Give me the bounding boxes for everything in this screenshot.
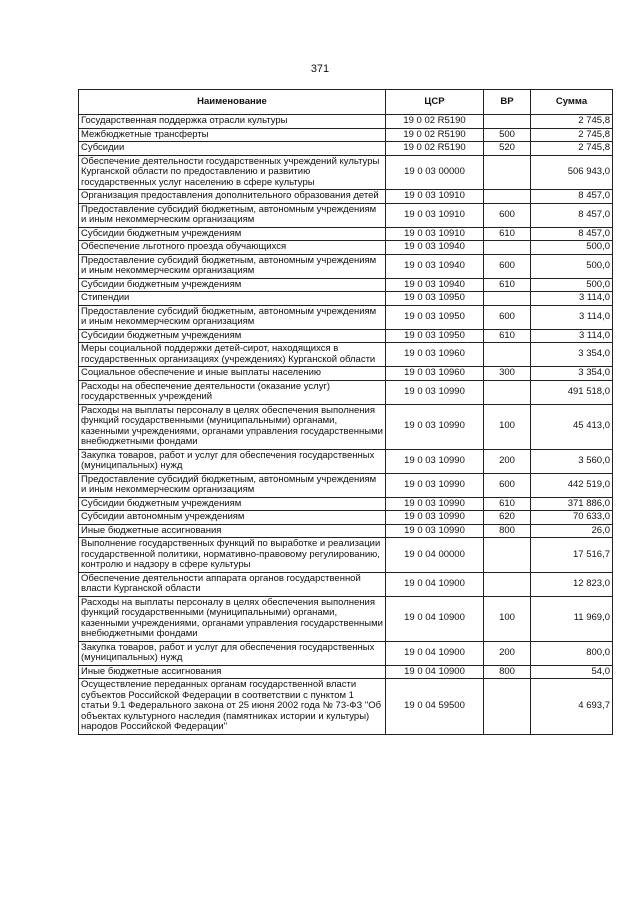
table-row [79, 449, 613, 473]
cell-csr: 19 0 03 10990 [386, 524, 484, 538]
table-row [79, 343, 613, 367]
cell-csr: 19 0 03 10990 [386, 497, 484, 511]
cell-vr: 600 [484, 473, 531, 497]
cell-vr [484, 572, 531, 596]
cell-csr: 19 0 03 10960 [386, 367, 484, 381]
column-header-csr: ЦСР [386, 90, 484, 115]
cell-csr: 19 0 03 10990 [386, 380, 484, 404]
cell-csr: 19 0 03 10940 [386, 241, 484, 255]
table-row [79, 497, 613, 511]
cell-vr [484, 380, 531, 404]
cell-sum: 3 354,0 [531, 343, 613, 367]
cell-name: Иные бюджетные ассигнования [79, 665, 386, 679]
cell-sum: 4 693,7 [531, 679, 613, 735]
cell-csr: 19 0 02 R5190 [386, 142, 484, 156]
column-header-name: Наименование [79, 90, 386, 115]
cell-vr: 500 [484, 128, 531, 142]
cell-vr: 600 [484, 305, 531, 329]
column-header-sum: Сумма [531, 90, 613, 115]
budget-table [78, 89, 613, 735]
cell-vr [484, 292, 531, 306]
cell-vr: 100 [484, 404, 531, 449]
table-row [79, 203, 613, 227]
cell-vr: 610 [484, 227, 531, 241]
cell-name: Осуществление переданных органам государственной власти субъектов Российской Федерации в соответствии с пунктом 1 статьи 9.1 Федерального закона от 25 июня 2002 года № 73-ФЗ "Об объектах культурного наследия (памятниках истории и культуры) народов Российской Федерации" [79, 679, 386, 735]
table-row [79, 305, 613, 329]
table-row [79, 665, 613, 679]
table-row [79, 128, 613, 142]
cell-sum: 45 413,0 [531, 404, 613, 449]
cell-name: Субсидии бюджетным учреждениям [79, 278, 386, 292]
cell-vr: 200 [484, 449, 531, 473]
table-row [79, 227, 613, 241]
cell-vr [484, 155, 531, 190]
cell-csr: 19 0 04 10900 [386, 596, 484, 641]
cell-name: Стипендии [79, 292, 386, 306]
cell-vr: 620 [484, 511, 531, 525]
cell-csr: 19 0 03 10910 [386, 227, 484, 241]
table-row [79, 404, 613, 449]
cell-sum: 8 457,0 [531, 203, 613, 227]
table-row [79, 142, 613, 156]
cell-vr: 800 [484, 665, 531, 679]
cell-sum: 26,0 [531, 524, 613, 538]
cell-sum: 12 823,0 [531, 572, 613, 596]
cell-name: Закупка товаров, работ и услуг для обеспечения государственных (муниципальных) нужд [79, 641, 386, 665]
column-header-vr: ВР [484, 90, 531, 115]
cell-sum: 54,0 [531, 665, 613, 679]
cell-csr: 19 0 04 59500 [386, 679, 484, 735]
cell-name: Выполнение государственных функций по выработке и реализации государственной политики, нормативно-правовому регулированию, контролю и надзору в сфере культуры [79, 538, 386, 573]
cell-sum: 3 114,0 [531, 305, 613, 329]
cell-vr [484, 115, 531, 129]
cell-name: Обеспечение деятельности государственных учреждений культуры Курганской области по предоставлению и развитию государственных услуг населению в сфере культуры [79, 155, 386, 190]
cell-csr: 19 0 03 10950 [386, 305, 484, 329]
cell-sum: 800,0 [531, 641, 613, 665]
table-row [79, 278, 613, 292]
cell-sum: 491 518,0 [531, 380, 613, 404]
cell-name: Субсидии [79, 142, 386, 156]
cell-sum: 500,0 [531, 241, 613, 255]
table-row [79, 115, 613, 129]
cell-name: Расходы на обеспечение деятельности (оказание услуг) государственных учреждений [79, 380, 386, 404]
cell-name: Предоставление субсидий бюджетным, автономным учреждениям и иным некоммерческим организациям [79, 203, 386, 227]
cell-csr: 19 0 03 10960 [386, 343, 484, 367]
cell-sum: 2 745,8 [531, 115, 613, 129]
cell-name: Предоставление субсидий бюджетным, автономным учреждениям и иным некоммерческим организациям [79, 473, 386, 497]
cell-csr: 19 0 04 10900 [386, 572, 484, 596]
cell-name: Предоставление субсидий бюджетным, автономным учреждениям и иным некоммерческим организациям [79, 254, 386, 278]
table-row [79, 511, 613, 525]
cell-name: Организация предоставления дополнительного образования детей [79, 190, 386, 204]
cell-vr: 200 [484, 641, 531, 665]
cell-csr: 19 0 03 00000 [386, 155, 484, 190]
cell-name: Расходы на выплаты персоналу в целях обеспечения выполнения функций государственными (муниципальными) органами, казенными учреждениями, органами управления государственными внебюджетными фондами [79, 596, 386, 641]
table-row [79, 155, 613, 190]
cell-name: Иные бюджетные ассигнования [79, 524, 386, 538]
cell-sum: 11 969,0 [531, 596, 613, 641]
cell-name: Меры социальной поддержки детей-сирот, находящихся в государственных организациях (учреждениях) Курганской области [79, 343, 386, 367]
table-row [79, 572, 613, 596]
table-body [79, 115, 613, 735]
cell-csr: 19 0 03 10990 [386, 449, 484, 473]
table-row [79, 538, 613, 573]
cell-csr: 19 0 03 10910 [386, 203, 484, 227]
cell-csr: 19 0 02 R5190 [386, 115, 484, 129]
table-row [79, 596, 613, 641]
cell-csr: 19 0 04 10900 [386, 641, 484, 665]
cell-sum: 2 745,8 [531, 142, 613, 156]
cell-name: Обеспечение деятельности аппарата органов государственной власти Курганской области [79, 572, 386, 596]
cell-csr: 19 0 03 10990 [386, 511, 484, 525]
cell-sum: 70 633,0 [531, 511, 613, 525]
table-row [79, 367, 613, 381]
cell-name: Субсидии бюджетным учреждениям [79, 227, 386, 241]
cell-sum: 2 745,8 [531, 128, 613, 142]
table-row [79, 292, 613, 306]
cell-vr: 600 [484, 254, 531, 278]
table-row [79, 254, 613, 278]
cell-sum: 500,0 [531, 254, 613, 278]
cell-sum: 3 354,0 [531, 367, 613, 381]
cell-csr: 19 0 02 R5190 [386, 128, 484, 142]
cell-sum: 506 943,0 [531, 155, 613, 190]
cell-sum: 3 114,0 [531, 292, 613, 306]
cell-vr: 610 [484, 497, 531, 511]
cell-name: Субсидии бюджетным учреждениям [79, 497, 386, 511]
cell-name: Государственная поддержка отрасли культуры [79, 115, 386, 129]
table-row [79, 190, 613, 204]
cell-csr: 19 0 03 10990 [386, 473, 484, 497]
table-row [79, 679, 613, 735]
cell-vr: 300 [484, 367, 531, 381]
cell-name: Субсидии бюджетным учреждениям [79, 329, 386, 343]
table-row [79, 524, 613, 538]
cell-vr: 800 [484, 524, 531, 538]
cell-sum: 8 457,0 [531, 190, 613, 204]
cell-name: Обеспечение льготного проезда обучающихся [79, 241, 386, 255]
cell-vr: 520 [484, 142, 531, 156]
cell-sum: 17 516,7 [531, 538, 613, 573]
cell-vr [484, 190, 531, 204]
table-row [79, 380, 613, 404]
cell-sum: 8 457,0 [531, 227, 613, 241]
cell-name: Расходы на выплаты персоналу в целях обеспечения выполнения функций государственными (муниципальными) органами, казенными учреждениями, органами управления государственными внебюджетными фондами [79, 404, 386, 449]
cell-csr: 19 0 03 10940 [386, 278, 484, 292]
cell-vr: 100 [484, 596, 531, 641]
cell-csr: 19 0 03 10940 [386, 254, 484, 278]
cell-vr: 600 [484, 203, 531, 227]
cell-sum: 3 114,0 [531, 329, 613, 343]
cell-name: Закупка товаров, работ и услуг для обеспечения государственных (муниципальных) нужд [79, 449, 386, 473]
table-header-row [79, 90, 613, 115]
cell-csr: 19 0 04 10900 [386, 665, 484, 679]
cell-vr [484, 538, 531, 573]
cell-vr [484, 343, 531, 367]
cell-name: Субсидии автономным учреждениям [79, 511, 386, 525]
table-row [79, 241, 613, 255]
cell-sum: 371 886,0 [531, 497, 613, 511]
cell-csr: 19 0 03 10990 [386, 404, 484, 449]
cell-vr [484, 679, 531, 735]
cell-name: Социальное обеспечение и иные выплаты населению [79, 367, 386, 381]
cell-sum: 442 519,0 [531, 473, 613, 497]
cell-name: Межбюджетные трансферты [79, 128, 386, 142]
page-number: 371 [310, 63, 330, 75]
cell-name: Предоставление субсидий бюджетным, автономным учреждениям и иным некоммерческим организациям [79, 305, 386, 329]
table-row [79, 329, 613, 343]
cell-csr: 19 0 03 10950 [386, 292, 484, 306]
cell-csr: 19 0 03 10950 [386, 329, 484, 343]
table-row [79, 641, 613, 665]
cell-sum: 3 560,0 [531, 449, 613, 473]
cell-csr: 19 0 03 10910 [386, 190, 484, 204]
cell-sum: 500,0 [531, 278, 613, 292]
cell-csr: 19 0 04 00000 [386, 538, 484, 573]
cell-vr: 610 [484, 329, 531, 343]
cell-vr: 610 [484, 278, 531, 292]
cell-vr [484, 241, 531, 255]
table-row [79, 473, 613, 497]
